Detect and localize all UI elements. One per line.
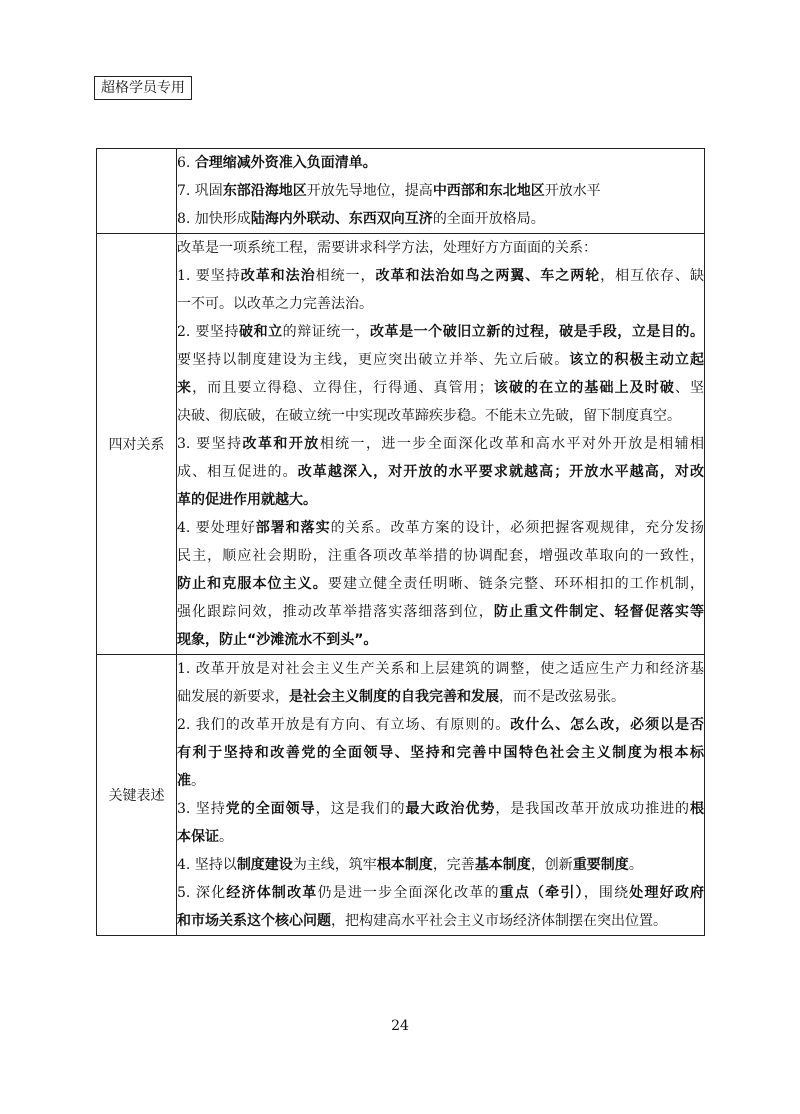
text-segment: 要建立健全责任明晰、链条完整、环环相扣的工作机制， — [327, 576, 704, 592]
text-line — [177, 626, 704, 654]
bold-text: 最大政治优势 — [405, 801, 496, 817]
table-row — [97, 234, 705, 655]
text-segment: 改革是一项系统工程，需要讲求科学方法，处理好方方面面的关系： — [177, 240, 597, 256]
bold-text: 防止和克服本位主义。 — [177, 576, 328, 592]
text-segment: 仍是进一步全面深化改革的 — [317, 885, 500, 901]
text-segment: 的关系。改革方案的设计，必须把握客观规律，充分发扬 — [330, 520, 704, 536]
bold-text: 和市场关系这个核心问题 — [177, 913, 331, 929]
text-segment: 开放水平 — [544, 183, 601, 199]
text-segment: 决破、彻底破，在破立统一中实现改革蹄疾步稳。不能未立先破，留下制度真空。 — [177, 408, 681, 424]
bold-text: 革的促进作用就越大。 — [177, 492, 317, 508]
row-label — [97, 149, 177, 234]
text-segment: 6. — [177, 155, 195, 171]
bold-text: 来 — [177, 380, 193, 396]
row-content — [177, 655, 705, 936]
text-line — [177, 177, 704, 205]
text-segment: 3. 要坚持 — [177, 436, 243, 452]
table-row — [97, 149, 705, 234]
text-segment: 。 — [628, 857, 643, 873]
text-line — [177, 851, 704, 879]
text-segment: 4. 要处理好 — [177, 520, 256, 536]
text-segment: ，相互依存、缺 — [600, 268, 704, 284]
row-content — [177, 234, 705, 655]
text-segment: 的全面开放格局。 — [432, 211, 545, 227]
text-segment: ，围绕 — [583, 885, 630, 901]
bold-text: 改革是一个破旧立新的过程，破是手段，立是目的。 — [369, 324, 704, 340]
text-segment: 4. 坚持以 — [177, 857, 237, 873]
text-line — [177, 879, 704, 907]
text-line — [177, 290, 704, 318]
text-segment: 8. 加快形成 — [177, 211, 251, 227]
text-line — [177, 514, 704, 542]
student-only-stamp: 超格学员专用 — [94, 76, 192, 100]
text-line — [177, 374, 704, 402]
bold-text: 根 — [690, 801, 704, 817]
page-number: 24 — [391, 1018, 409, 1034]
text-segment: 的辩证统一， — [282, 324, 370, 340]
text-line — [177, 542, 704, 570]
table-row — [97, 655, 705, 936]
text-segment: 。 — [191, 773, 205, 789]
text-line — [177, 570, 704, 598]
text-line — [177, 795, 704, 823]
bold-text: 改什么、怎么改，必须以是否 — [510, 717, 704, 733]
bold-text: 中西部和东北地区 — [432, 183, 545, 199]
text-segment: ，把构建高水平社会主义市场经济体制摆在突出位置。 — [331, 913, 667, 929]
table-body — [97, 149, 705, 936]
row-content — [177, 149, 705, 234]
text-line — [177, 907, 704, 935]
bold-text: 本保证 — [177, 829, 219, 845]
text-segment: ，创新 — [530, 857, 573, 873]
row-label: 关键表述 — [97, 655, 177, 936]
bold-text: 合理缩减外资准入负面清单。 — [194, 155, 377, 171]
bold-text: 改革和法治 — [240, 268, 316, 284]
text-segment: ，这是我们的 — [315, 801, 406, 817]
text-segment: 成、相互促进的。 — [177, 464, 298, 480]
text-segment: ，完善 — [432, 857, 475, 873]
bold-text: 根本制度 — [376, 857, 433, 873]
text-line — [177, 149, 704, 177]
content-table — [96, 148, 705, 936]
text-segment: 强化跟踪问效，推动改革举措落实落细落到位， — [177, 604, 494, 620]
bold-text: 部署和落实 — [255, 520, 331, 536]
text-line — [177, 346, 704, 374]
text-segment: 一不可。以改革之力完善法治。 — [177, 296, 373, 312]
text-line — [177, 767, 704, 795]
bold-text: 改革和法治如鸟之两翼、车之两轮 — [375, 268, 601, 284]
text-segment: 开放先导地位，提高 — [306, 183, 433, 199]
text-line — [177, 262, 704, 290]
text-segment: ，是我国改革开放成功推进的 — [495, 801, 691, 817]
bold-text: 是社会主义制度的自我完善和发展 — [289, 689, 499, 705]
bold-text: 处理好政府 — [629, 885, 704, 901]
text-line — [177, 402, 704, 430]
bold-text: 破和立 — [239, 324, 283, 340]
bold-text: 准 — [177, 773, 191, 789]
text-line — [177, 430, 704, 458]
text-line — [177, 458, 704, 486]
text-segment: 2. 要坚持 — [177, 324, 240, 340]
text-segment: 要坚持以制度建设为主线，更应突出破立并举、先立后破。 — [177, 352, 570, 368]
bold-text: 改革越深入，对开放的水平要求就越高；开放水平越高，对改 — [297, 464, 704, 480]
text-segment: 5. 深化 — [177, 885, 227, 901]
text-segment: 相统一， — [315, 268, 376, 284]
text-segment: 。 — [219, 829, 233, 845]
text-segment: 2. 我们的改革开放是有方向、有立场、有原则的。 — [177, 717, 511, 733]
text-line — [177, 823, 704, 851]
text-line — [177, 711, 704, 739]
bold-text: 重点（牵引） — [499, 885, 584, 901]
text-segment: 1. 要坚持 — [177, 268, 241, 284]
bold-text: 经济体制改革 — [226, 885, 318, 901]
text-line — [177, 234, 704, 262]
text-line — [177, 655, 704, 683]
text-segment: 为主线，筑牢 — [292, 857, 377, 873]
text-line — [177, 683, 704, 711]
text-segment: 民主，顺应社会期盼，注重各项改革举措的协调配套，增强改革取向的一致性， — [177, 548, 704, 564]
bold-text: 基本制度 — [474, 857, 531, 873]
text-segment: 7. 巩固 — [177, 183, 223, 199]
bold-text: 该破的在立的基础上及时破 — [492, 380, 675, 396]
bold-text: 该立的积极主动立起 — [569, 352, 704, 368]
text-line — [177, 486, 704, 514]
text-segment: 3. 坚持 — [177, 801, 226, 817]
text-line — [177, 205, 704, 233]
bold-text: 改革和开放 — [242, 436, 320, 452]
bold-text: 现象，防止“沙滩流水不到头”。 — [177, 632, 378, 648]
text-segment: 1. 改革开放是对社会主义生产关系和上层建筑的调整，使之适应生产力和经济基 — [177, 661, 704, 677]
bold-text: 东部沿海地区 — [222, 183, 307, 199]
text-line — [177, 598, 704, 626]
text-segment: ，而不是改弦易张。 — [499, 689, 625, 705]
bold-text: 防止重文件制定、轻督促落实等 — [493, 604, 704, 620]
bold-text: 重要制度 — [572, 857, 629, 873]
bold-text: 有利于坚持和改善党的全面领导、坚持和完善中国特色社会主义制度为根本标 — [177, 745, 704, 761]
text-segment: 础发展的新要求， — [177, 689, 289, 705]
bold-text: 党的全面领导 — [225, 801, 316, 817]
bold-text: 陆海内外联动、东西双向互济 — [250, 211, 433, 227]
text-segment: 相统一，进一步全面深化改革和高水平对外开放是相辅相 — [319, 436, 704, 452]
text-line — [177, 739, 704, 767]
text-line — [177, 318, 704, 346]
bold-text: 制度建设 — [236, 857, 293, 873]
row-label: 四对关系 — [97, 234, 177, 655]
text-segment: ，而且要立得稳、立得住，行得通、真管用； — [192, 380, 493, 396]
text-segment: 、坚 — [674, 380, 704, 396]
